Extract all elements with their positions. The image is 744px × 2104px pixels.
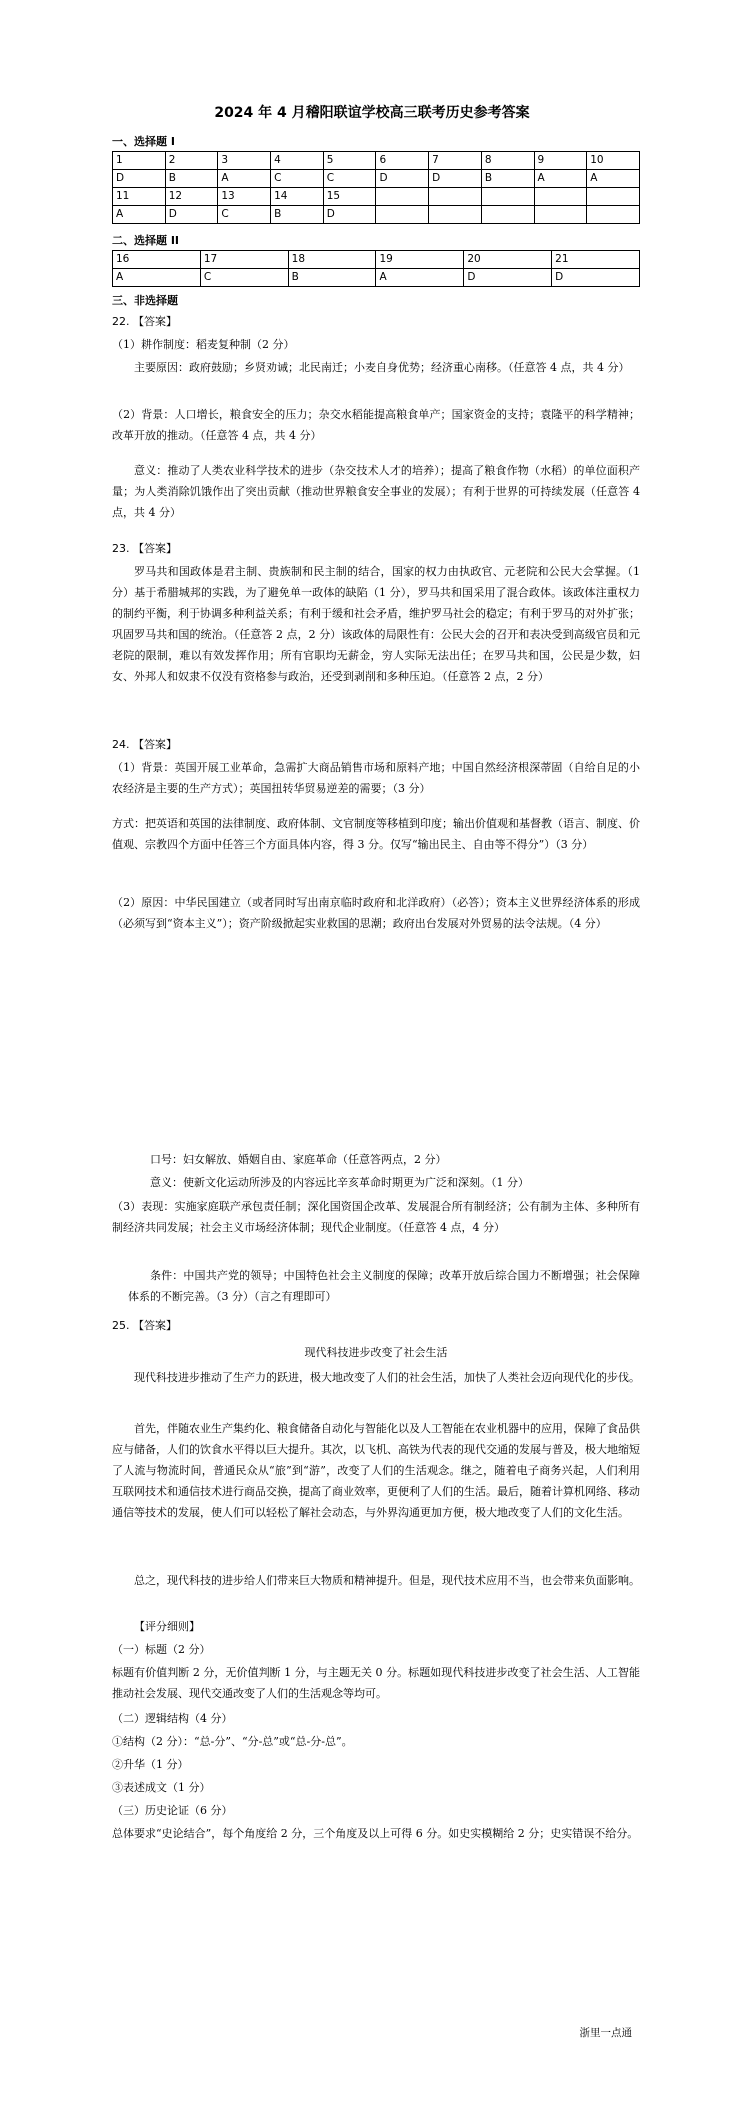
essay-title: 现代科技进步改变了社会生活 (304, 1346, 448, 1359)
section1-cell: 2 (165, 152, 218, 170)
section1-cell: A (113, 206, 166, 224)
section1-cell: 8 (481, 152, 534, 170)
section1-cell (534, 188, 587, 206)
section1-cell: C (323, 170, 376, 188)
section1-answer-table (112, 151, 640, 224)
q24-conditions: 条件：中国共产党的领导；中国特色社会主义制度的保障；改革开放后综合国力不断增强；社会保障体系的不断完善。（3 分）（言之有理即可） (128, 1269, 640, 1303)
section2-cell: D (552, 269, 640, 287)
section1-cell: A (587, 170, 640, 188)
section1-cell: 13 (218, 188, 271, 206)
q22-part2-background: （2）背景：人口增长，粮食安全的压力；杂交水稻能提高粮食单产；国家资金的支持；袁隆平的科学精神；改革开放的推动。（任意答 4 点，共 4 分） (112, 408, 640, 442)
section1-cell: 9 (534, 152, 587, 170)
rubric-structure-heading: （二）逻辑结构（4 分） (112, 1712, 233, 1725)
q22-reasons: 主要原因：政府鼓励；乡贤劝诫；北民南迁；小麦自身优势；经济重心南移。（任意答 4 点，共 4 分） (134, 361, 630, 374)
section1-cell (481, 188, 534, 206)
essay-intro: 现代科技进步推动了生产力的跃进，极大地改变了人们的社会生活，加快了人类社会迈向现代化的步伐。 (134, 1371, 640, 1384)
footer-watermark: 浙里一点通 (579, 2027, 632, 2039)
section1-cell: 15 (323, 188, 376, 206)
section2-cell: 19 (376, 251, 464, 269)
section1-cell: 14 (271, 188, 324, 206)
section1-cell (587, 188, 640, 206)
section1-cell: 1 (113, 152, 166, 170)
q25-header: 25. 【答案】 (112, 1319, 177, 1332)
section1-cell: A (218, 170, 271, 188)
section1-cell (481, 206, 534, 224)
section2-cell: A (113, 269, 201, 287)
rubric-structure-item3: ③表述成文（1 分） (112, 1781, 211, 1794)
section1-cell: 7 (429, 152, 482, 170)
rubric-header: 【评分细则】 (134, 1620, 200, 1633)
section1-cell (376, 188, 429, 206)
page-title: 2024 年 4 月稽阳联谊学校高三联考历史参考答案 (214, 105, 530, 121)
section1-cell (429, 188, 482, 206)
q23-answer: 罗马共和国政体是君主制、贵族制和民主制的结合，国家的权力由执政官、元老院和公民大会掌握。（1 分）基于希腊城邦的实践，为了避免单一政体的缺陷（1 分），罗马共和国采用了混合政体。该政体注重权力的制约平衡，利于协调多种利益关系；有利于缓和社会矛盾，维护罗马社会的稳定；有利于罗马的对外扩张；巩固罗马共和国的统治。（任意答 2 点，2 分）该政体的局限性有：公民大会的召开和表决受到高级官员和元老院的限制，难以有效发挥作用；所有官职均无薪金，穷人实际无法出任；在罗马共和国，公民是少数，妇女、外邦人和奴隶不仅没有资格参与政治，还受到剥削和多种压迫。（任意答 2 点，2 分） (112, 565, 640, 683)
section1-heading: 一、选择题 I (112, 135, 175, 148)
rubric-structure-item2: ②升华（1 分） (112, 1758, 189, 1771)
q24-part3-manifestations: （3）表现：实施家庭联产承包责任制；深化国资国企改革、发展混合所有制经济；公有制为主体、多种所有制经济共同发展；社会主义市场经济体制；现代企业制度。（任意答 4 点，4 分） (112, 1200, 640, 1234)
section1-cell: 6 (376, 152, 429, 170)
section1-cell: D (429, 170, 482, 188)
q24-header: 24. 【答案】 (112, 738, 177, 751)
q22-header: 22. 【答案】 (112, 315, 177, 328)
section1-cell: B (271, 206, 324, 224)
section2-cell: A (376, 269, 464, 287)
section2-row (113, 269, 640, 287)
section1-row (113, 188, 640, 206)
q24-meaning: 意义：使新文化运动所涉及的内容远比辛亥革命时期更为广泛和深刻。（1 分） (150, 1176, 529, 1189)
q24-methods: 方式：把英语和英国的法律制度、政府体制、文官制度等移植到印度；输出价值观和基督教（语言、制度、价值观、宗教四个方面中任答三个方面具体内容，得 3 分。仅写“输出民主、自由等不得分”）（3 分） (112, 817, 640, 851)
section2-cell: 18 (288, 251, 376, 269)
section2-cell: B (288, 269, 376, 287)
essay-conclusion: 总之，现代科技的进步给人们带来巨大物质和精神提升。但是，现代技术应用不当，也会带来负面影响。 (134, 1574, 640, 1587)
essay-body: 首先，伴随农业生产集约化、粮食储备自动化与智能化以及人工智能在农业机器中的应用，保障了食品供应与储备，人们的饮食水平得以巨大提升。其次，以飞机、高铁为代表的现代交通的发展与普及，极大地缩短了人流与物流时间，普通民众从“旅”到“游”，改变了人们的生活观念。继之，随着电子商务兴起，人们利用互联网技术和通信技术进行商品交换，提高了商业效率，更便利了人们的生活。最后，随着计算机网络、移动通信等技术的发展，使人们可以轻松了解社会动态，与外界沟通更加方便，极大地改变了人们的文化生活。 (112, 1422, 640, 1519)
section2-cell: 21 (552, 251, 640, 269)
section1-cell: D (376, 170, 429, 188)
section1-cell: 10 (587, 152, 640, 170)
section1-row (113, 152, 640, 170)
section1-cell: 5 (323, 152, 376, 170)
rubric-title-text: 标题有价值判断 2 分，无价值判断 1 分，与主题无关 0 分。标题如现代科技进步改变了社会生活、人工智能推动社会发展、现代交通改变了人们的生活观念等均可。 (112, 1666, 640, 1700)
section1-cell: 11 (113, 188, 166, 206)
q24-slogans: 口号：妇女解放、婚姻自由、家庭革命（任意答两点，2 分） (150, 1153, 447, 1166)
section1-cell: B (165, 170, 218, 188)
section3-heading: 三、非选择题 (112, 294, 178, 307)
section2-answer-table (112, 250, 640, 287)
section1-cell: A (534, 170, 587, 188)
section1-cell: D (323, 206, 376, 224)
section1-cell: 3 (218, 152, 271, 170)
section2-cell: 17 (200, 251, 288, 269)
section2-row (113, 251, 640, 269)
section2-heading: 二、选择题 II (112, 234, 180, 247)
q24-part2-reasons: （2）原因：中华民国建立（或者同时写出南京临时政府和北洋政府）（必答）；资本主义世界经济体系的形成（必须写到“资本主义”）；资产阶级掀起实业救国的思潮；政府出台发展对外贸易的法令法规。（4 分） (112, 896, 640, 930)
section2-cell: D (464, 269, 552, 287)
q22-significance: 意义：推动了人类农业科学技术的进步（杂交技术人才的培养）；提高了粮食作物（水稻）的单位面积产量；为人类消除饥饿作出了突出贡献（推动世界粮食安全事业的发展）；有利于世界的可持续发展（任意答 4 点，共 4 分） (112, 464, 640, 519)
q24-part1-background: （1）背景：英国开展工业革命，急需扩大商品销售市场和原料产地；中国自然经济根深蒂固（自给自足的小农经济是主要的生产方式）；英国扭转华贸易逆差的需要；（3 分） (112, 761, 640, 795)
section1-cell: D (165, 206, 218, 224)
section2-cell: C (200, 269, 288, 287)
section1-cell: 4 (271, 152, 324, 170)
rubric-argument-text: 总体要求“史论结合”，每个角度给 2 分，三个角度及以上可得 6 分。如史实模糊给 2 分；史实错误不给分。 (112, 1827, 639, 1840)
section2-cell: 16 (113, 251, 201, 269)
rubric-structure-item1: ①结构（2 分）：“总-分”、“分-总”或“总-分-总”。 (112, 1735, 353, 1748)
section1-cell (376, 206, 429, 224)
section1-cell: 12 (165, 188, 218, 206)
section1-cell: C (218, 206, 271, 224)
rubric-argument-heading: （三）历史论证（6 分） (112, 1804, 233, 1817)
section1-row (113, 206, 640, 224)
section1-cell (534, 206, 587, 224)
rubric-title-heading: （一）标题（2 分） (112, 1643, 211, 1656)
section1-row (113, 170, 640, 188)
q23-header: 23. 【答案】 (112, 542, 177, 555)
section1-cell (429, 206, 482, 224)
q22-part1: （1）耕作制度：稻麦复种制（2 分） (112, 338, 295, 351)
section1-cell: B (481, 170, 534, 188)
section1-cell: D (113, 170, 166, 188)
section1-cell (587, 206, 640, 224)
section2-cell: 20 (464, 251, 552, 269)
section1-cell: C (271, 170, 324, 188)
